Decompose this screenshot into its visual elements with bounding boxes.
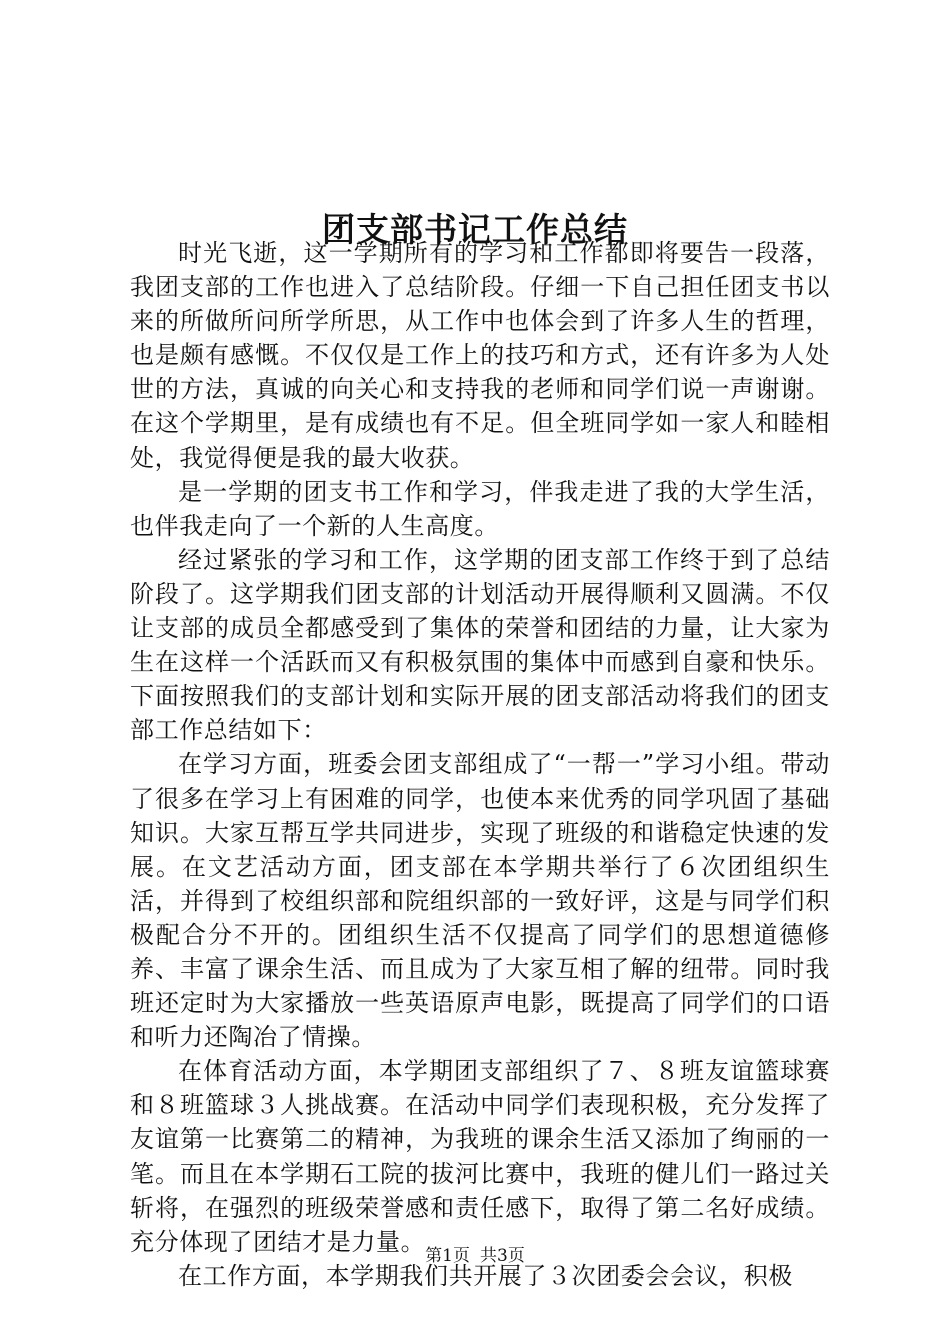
page-total: 共3页 [480,1246,525,1266]
document-body [130,236,830,1293]
body-paragraph: 在体育活动方面，本学期团支部组织了７、８班友谊篮球赛和８班篮球３人挑战赛。在活动中同学们表现积极，充分发挥了友谊第一比赛第二的精神，为我班的课余生活又添加了绚丽的一笔。而且在本学期石工院的拔河比赛中，我班的健儿们一路过关斩将，在强烈的班级荣誉感和责任感下，取得了第二名好成绩。充分体现了团结才是力量。 [130,1057,830,1256]
body-paragraph: 是一学期的团支书工作和学习，伴我走进了我的大学生活，也伴我走向了一个新的人生高度。 [130,477,830,540]
body-paragraph: 在工作方面，本学期我们共开展了３次团委会会议，积极 [178,1261,793,1290]
page-footer [0,1244,950,1268]
page-number: 第1页 [425,1246,470,1266]
body-paragraph: 时光飞逝，这一学期所有的学习和工作都即将要告一段落，我团支部的工作也进入了总结阶段。仔细一下自己担任团支书以来的所做所问所学所思，从工作中也体会到了许多人生的哲理，也是颇有感慨。不仅仅是工作上的技巧和方式，还有许多为人处世的方法，真诚的向关心和支持我的老师和同学们说一声谢谢。在这个学期里，是有成绩也有不足。但全班同学如一家人和睦相处，我觉得便是我的最大收获。 [130,239,830,472]
body-paragraph: 经过紧张的学习和工作，这学期的团支部工作终于到了总结阶段了。这学期我们团支部的计划活动开展得顺利又圆满。不仅让支部的成员全都感受到了集体的荣誉和团结的力量，让大家为生在这样一个活跃而又有积极氛围的集体中而感到自豪和快乐。下面按照我们的支部计划和实际开展的团支部活动将我们的团支部工作总结如下： [130,545,830,745]
body-paragraph: 在学习方面，班委会团支部组成了“一帮一”学习小组。带动了很多在学习上有困难的同学，也使本来优秀的同学巩固了基础知识。大家互帮互学共同进步，实现了班级的和谐稳定快速的发展。在文艺活动方面，团支部在本学期共举行了６次团组织生活，并得到了校组织部和院组织部的一致好评，这是与同学们积极配合分不开的。团组织生活不仅提高了同学们的思想道德修养、丰富了课余生活、而且成为了大家互相了解的纽带。同时我班还定时为大家播放一些英语原声电影，既提高了同学们的口语和听力还陶冶了情操。 [130,750,830,1052]
document-title: 团支部书记工作总结 [322,210,628,250]
